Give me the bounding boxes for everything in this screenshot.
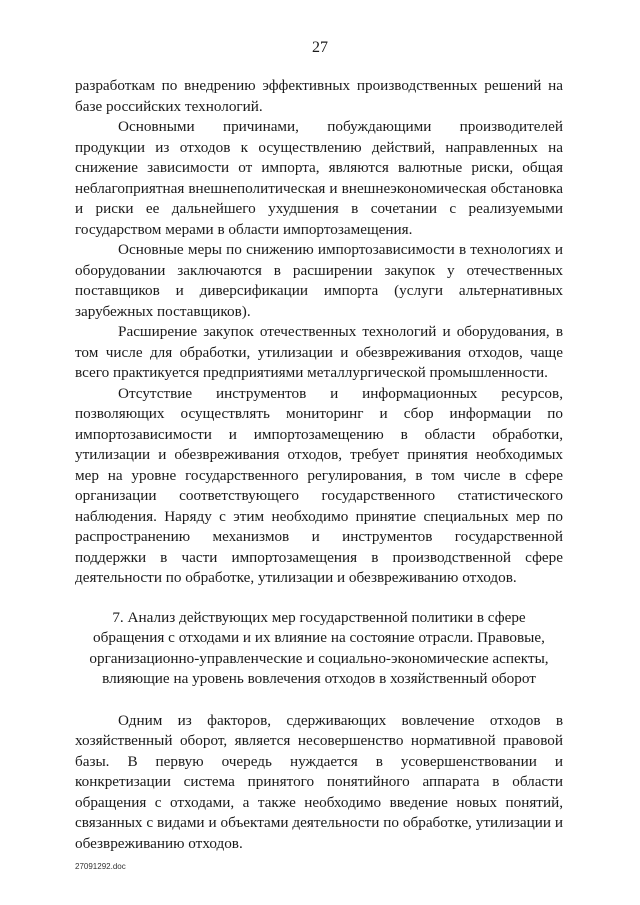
paragraph: разработкам по внедрению эффективных производственных решений на базе российских технологий.: [75, 77, 563, 115]
page-body: [75, 76, 563, 854]
paragraph: Одним из факторов, сдерживающих вовлечение отходов в хозяйственный оборот, является несовершенство нормативной правовой базы. В первую очередь нуждается в усовершенствовании и конкретизации система принятого понятийного аппарата в области обращения с отходами, а также необходимо введение новых понятий, связанных с видами и объектами деятельности по обработке, утилизации и обезвреживанию отходов.: [75, 711, 563, 852]
section-heading: 7. Анализ действующих мер государственной политики в сфере обращения с отходами и их влияние на состояние отрасли. Правовые, организационно-управленческие и социально-экономические аспекты, влияющие на уровень вовлечения отходов в хозяйственный оборот: [89, 608, 549, 687]
paragraph: Расширение закупок отечественных технологий и оборудования, в том числе для обработки, утилизации и обезвреживания отходов, чаще всего практикуется предприятиями металлургической промышленности.: [75, 323, 563, 381]
page-number: 27: [312, 39, 328, 56]
paragraph: Основные меры по снижению импортозависимости в технологиях и оборудовании заключаются в расширении закупок у отечественных поставщиков и диверсификации импорта (услуги альтернативных зарубежных поставщиков).: [75, 241, 563, 320]
paragraph: Основными причинами, побуждающими производителей продукции из отходов к осуществлению действий, направленных на снижение зависимости от импорта, являются валютные риски, общая неблагоприятная внешнеполитическая и внешнеэкономическая обстановка и риски ее дальнейшего ухудшения в сочетании с реализуемыми государством мерами в области импортозамещения.: [75, 118, 563, 238]
document-filename-footer: 27091292.doc: [75, 862, 126, 871]
paragraph: Отсутствие инструментов и информационных ресурсов, позволяющих осуществлять мониторинг и сбор информации по импортозависимости и импортозамещению в области обработки, утилизации и обезвреживания отходов, требует принятия необходимых мер на уровне государственного регулирования, в том числе в сфере организации соответствующего государственного статистического наблюдения. Наряду с этим необходимо принятие специальных мер по распространению механизмов и инструментов государственной поддержки в части импортозамещения в производственной сфере деятельности по обработке, утилизации и обезвреживанию отходов.: [75, 384, 563, 586]
